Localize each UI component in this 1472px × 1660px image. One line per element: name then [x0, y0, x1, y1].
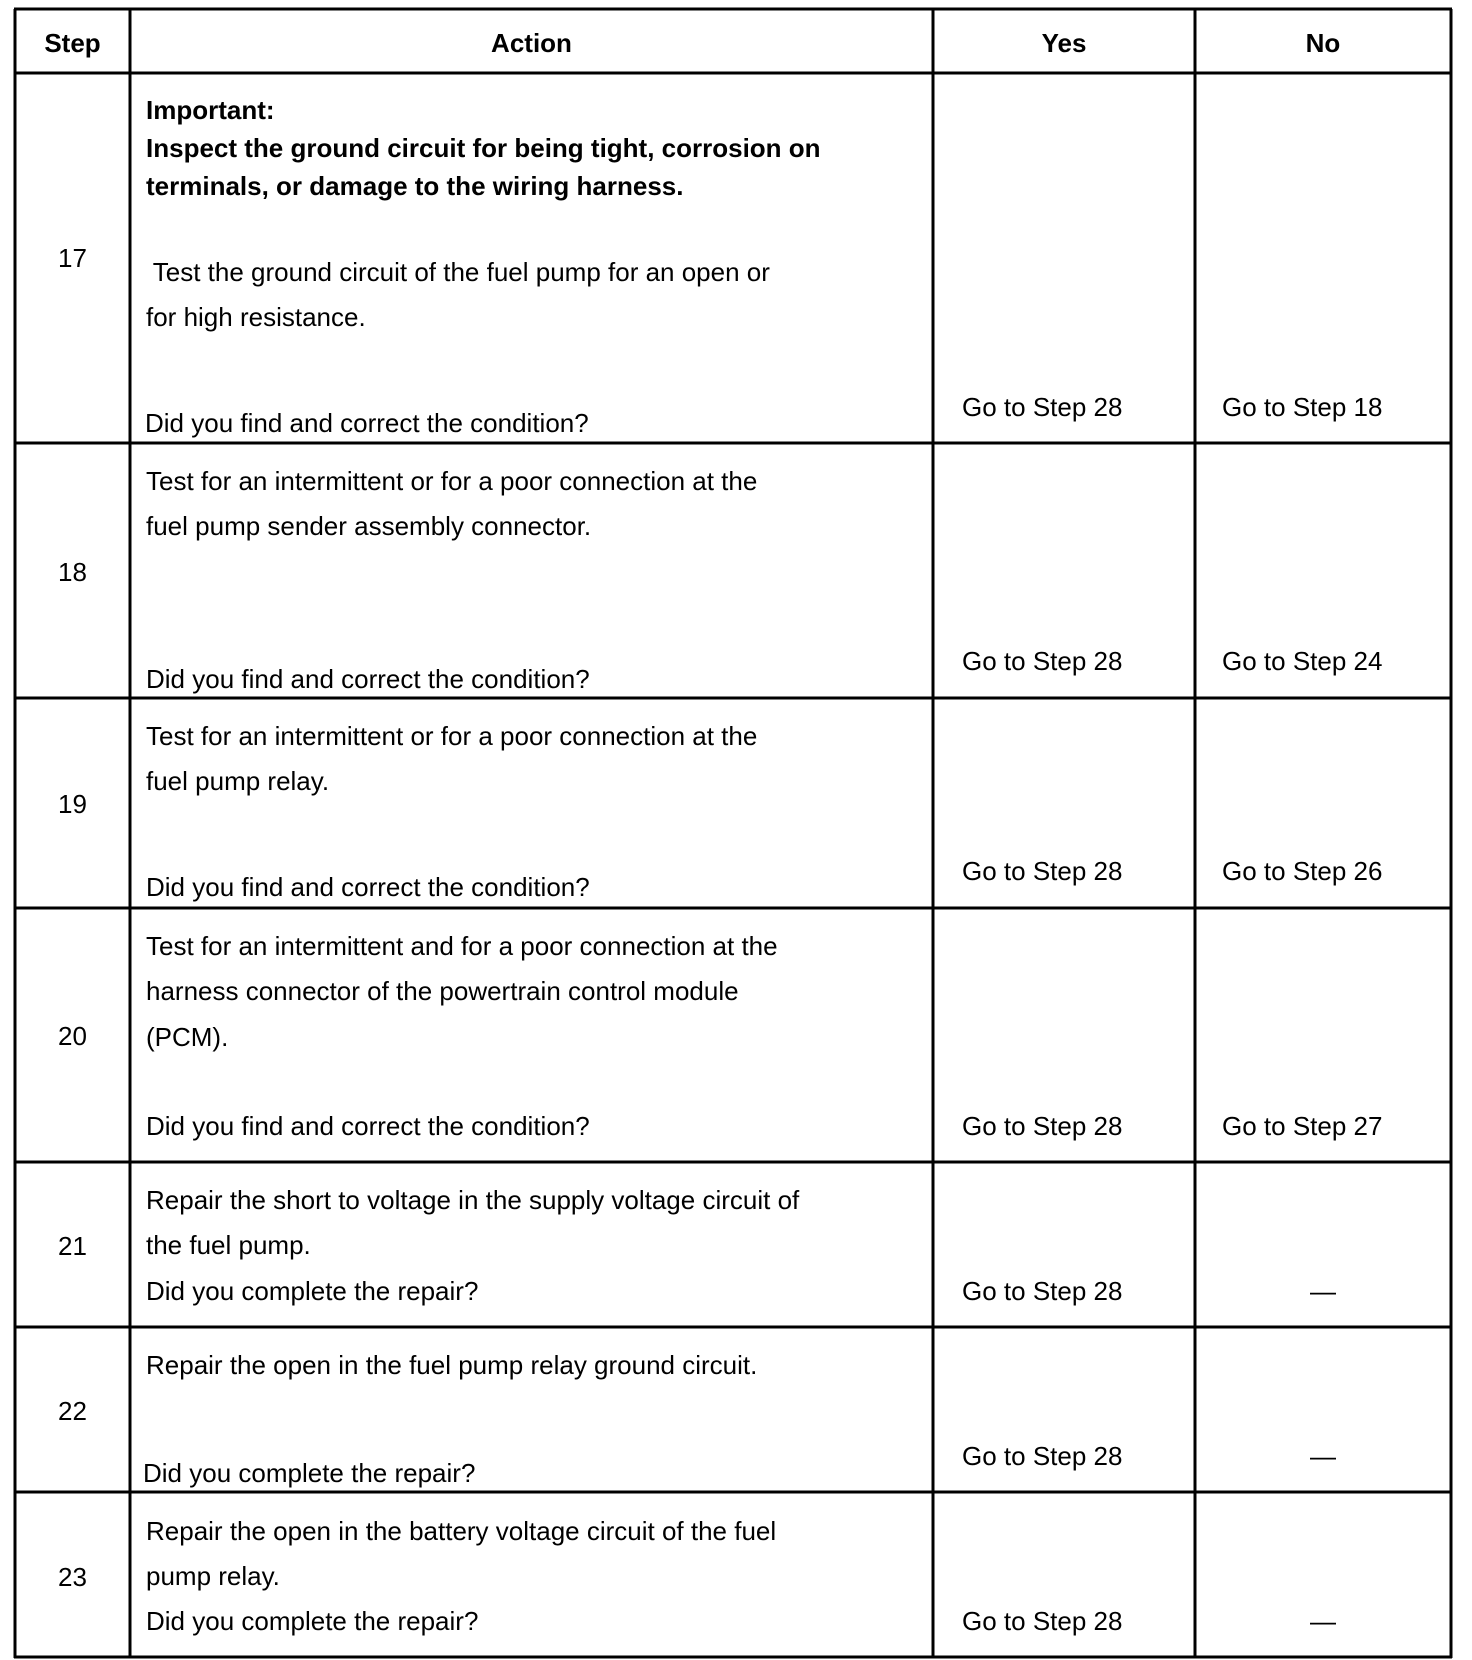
action-question: Did you find and correct the condition?: [146, 664, 590, 694]
important-text: terminals, or damage to the wiring harness.: [146, 171, 684, 201]
step-number: 19: [58, 789, 87, 819]
no-result: —: [1310, 1441, 1336, 1471]
action-question: Did you find and correct the condition?: [146, 1111, 590, 1141]
action-question: Did you find and correct the condition?: [146, 872, 590, 902]
no-result: —: [1310, 1606, 1336, 1636]
header-step: Step: [44, 28, 101, 58]
yes-result: Go to Step 28: [962, 1111, 1123, 1141]
yes-result: Go to Step 28: [962, 1606, 1123, 1636]
no-result: Go to Step 18: [1222, 392, 1383, 422]
action-text: Test for an intermittent or for a poor connection at the: [146, 721, 758, 751]
yes-result: Go to Step 28: [962, 1441, 1123, 1471]
action-text: for high resistance.: [146, 302, 366, 332]
important-text: Inspect the ground circuit for being tight, corrosion on: [146, 133, 821, 163]
action-question: Did you complete the repair?: [143, 1458, 476, 1488]
step-number: 17: [58, 243, 87, 273]
action-text: fuel pump sender assembly connector.: [146, 511, 592, 541]
no-result: —: [1310, 1276, 1336, 1306]
action-text: Test the ground circuit of the fuel pump for an open or: [146, 257, 770, 287]
action-text: Test for an intermittent and for a poor connection at the: [146, 931, 778, 961]
yes-result: Go to Step 28: [962, 646, 1123, 676]
yes-result: Go to Step 28: [962, 1276, 1123, 1306]
action-question: Did you complete the repair?: [146, 1606, 479, 1636]
action-text: Repair the open in the battery voltage circuit of the fuel: [146, 1516, 777, 1546]
yes-result: Go to Step 28: [962, 856, 1123, 886]
header-yes: Yes: [1041, 28, 1087, 58]
step-number: 23: [58, 1562, 87, 1592]
no-result: Go to Step 26: [1222, 856, 1383, 886]
step-number: 20: [58, 1021, 87, 1051]
action-text: the fuel pump.: [146, 1230, 311, 1260]
action-text: fuel pump relay.: [146, 766, 330, 796]
yes-result: Go to Step 28: [962, 392, 1123, 422]
action-text: Test for an intermittent or for a poor connection at the: [146, 466, 758, 496]
action-text: harness connector of the powertrain control module: [146, 976, 739, 1006]
action-text: (PCM).: [146, 1022, 229, 1052]
action-question: Did you complete the repair?: [146, 1276, 479, 1306]
step-number: 21: [58, 1231, 87, 1261]
action-text: Repair the short to voltage in the supply voltage circuit of: [146, 1185, 800, 1215]
no-result: Go to Step 24: [1222, 646, 1383, 676]
action-question: Did you find and correct the condition?: [145, 408, 589, 438]
action-text: pump relay.: [146, 1561, 280, 1591]
header-no: No: [1305, 28, 1341, 58]
important-label: Important:: [146, 95, 275, 125]
header-action: Action: [491, 28, 572, 58]
step-number: 18: [58, 557, 87, 587]
action-text: Repair the open in the fuel pump relay ground circuit.: [146, 1350, 758, 1380]
step-number: 22: [58, 1396, 87, 1426]
no-result: Go to Step 27: [1222, 1111, 1383, 1141]
